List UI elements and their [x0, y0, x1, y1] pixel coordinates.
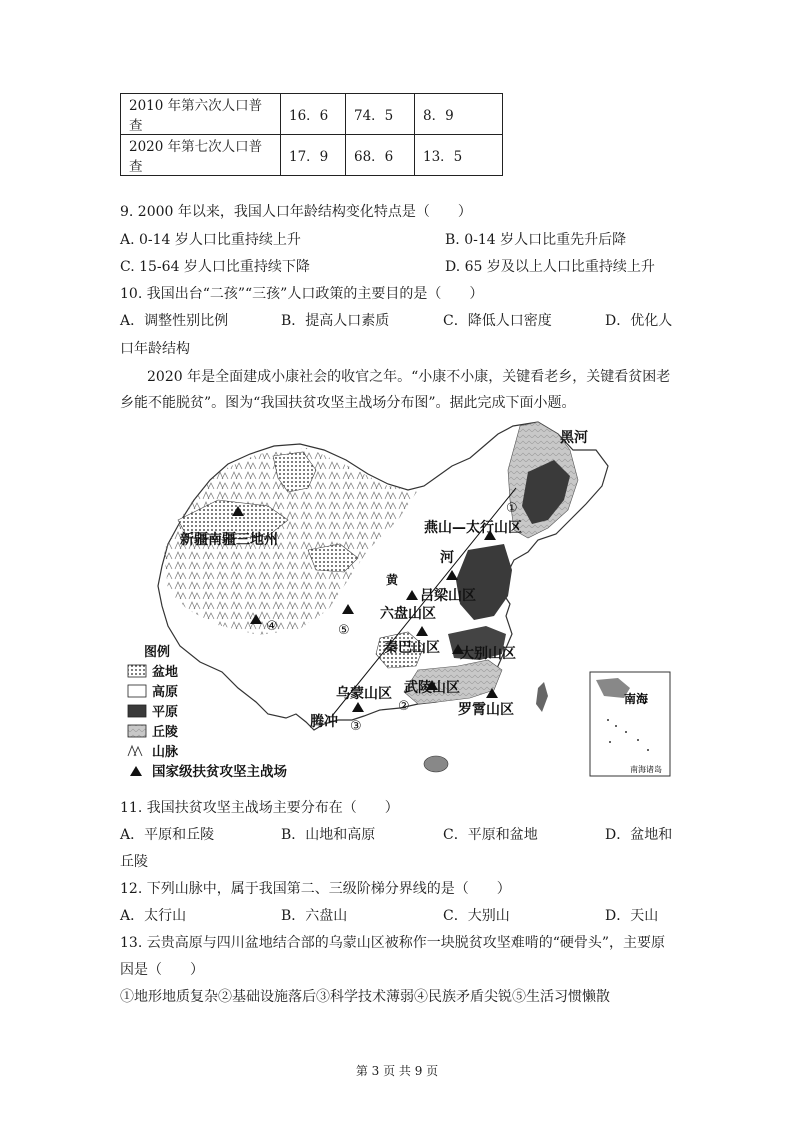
label-luoxiao: 罗霄山区 [458, 702, 514, 718]
label-qinba: 秦巴山区 [384, 640, 440, 656]
legend-basin: 盆地 [152, 665, 179, 680]
label-lvliang: 吕梁山区 [420, 588, 476, 604]
q10-option-a: A．调整性别比例 [120, 313, 229, 329]
legend-battlefield: 国家级扶贫攻坚主战场 [152, 764, 287, 780]
label-wuling: 武陵山区 [404, 680, 460, 696]
page-footer: 第 3 页 共 9 页 [355, 1064, 439, 1078]
q11-option-b: B．山地和高原 [281, 827, 376, 843]
legend-hills: 丘陵 [152, 725, 179, 740]
table-cell: 8．9 [415, 94, 503, 135]
label-n1: ① [506, 501, 518, 516]
table-cell: 2020 年第七次人口普查 [121, 135, 281, 176]
q9-stem: 9. 2000 年以来，我国人口年龄结构变化特点是（ ） [120, 204, 472, 220]
q12-option-a: A．太行山 [120, 908, 187, 924]
q11-option-d: D．盆地和 [605, 827, 673, 843]
nanhai-label: 南海 [624, 692, 649, 706]
table-cell: 17．9 [281, 135, 346, 176]
table-cell: 74．5 [346, 94, 415, 135]
table-row [121, 135, 503, 176]
q9-option-c: C. 15-64 岁人口比重持续下降 [120, 259, 310, 275]
q12-option-b: B．六盘山 [281, 908, 348, 924]
table-cell: 2010 年第六次人口普查 [121, 94, 281, 135]
label-heihe: 黑河 [560, 430, 588, 446]
legend-title: 图例 [144, 645, 171, 660]
china-map [118, 420, 672, 782]
label-n2: ② [398, 699, 410, 714]
q9-option-b: B. 0-14 岁人口比重先升后降 [445, 232, 627, 248]
q9-option-a: A. 0-14 岁人口比重持续上升 [120, 232, 301, 248]
q10-option-b: B．提高人口素质 [281, 313, 390, 329]
q10-option-d: D．优化人 [605, 313, 673, 329]
q10-option-c: C．降低人口密度 [443, 313, 552, 329]
poverty-map-figure [118, 420, 672, 782]
table-cell: 68．6 [346, 135, 415, 176]
taiwan [536, 682, 548, 712]
label-dabie: 大别山区 [460, 646, 516, 662]
label-yanshan: 燕山—太行山区 [424, 520, 522, 536]
q11-option-d-cont: 丘陵 [120, 854, 148, 870]
passage-line-1: 2020 年是全面建成小康社会的收官之年。“小康不小康，关键看老乡，关键看贫困老 [147, 369, 671, 385]
label-liupan: 六盘山区 [380, 606, 436, 622]
census-table [120, 93, 503, 176]
q13-stem-line-2: 因是（ ） [120, 962, 204, 978]
label-he: 河 [440, 550, 454, 566]
legend-mountain: 山脉 [152, 745, 179, 760]
q12-option-c: C．大别山 [443, 908, 510, 924]
q10-stem: 10. 我国出台“二孩”“三孩”人口政策的主要目的是（ ） [120, 286, 484, 302]
legend-plain: 平原 [152, 705, 179, 720]
q13-stem-line-1: 13. 云贵高原与四川盆地结合部的乌蒙山区被称作一块脱贫攻坚难啃的“硬骨头”，主要原 [120, 935, 666, 951]
label-xinjiang: 新疆南疆三地州 [180, 532, 278, 548]
nanhai-islands-label: 南海诸岛 [630, 765, 662, 774]
label-n5: ⑤ [338, 623, 350, 638]
label-n4: ④ [266, 619, 278, 634]
table-cell: 16．6 [281, 94, 346, 135]
q12-stem: 12. 下列山脉中，属于我国第二、三级阶梯分界线的是（ ） [120, 881, 511, 897]
label-tengchong: 腾冲 [310, 714, 338, 730]
q13-items: ①地形地质复杂②基础设施落后③科学技术薄弱④民族矛盾尖锐⑤生活习惯懒散 [120, 989, 610, 1005]
legend-plateau: 高原 [152, 685, 179, 700]
q11-stem: 11. 我国扶贫攻坚主战场主要分布在（ ） [120, 800, 399, 816]
label-huang: 黄 [386, 573, 399, 587]
label-wumeng: 乌蒙山区 [336, 686, 392, 702]
q9-option-d: D. 65 岁及以上人口比重持续上升 [445, 259, 655, 275]
label-n3: ③ [350, 719, 362, 734]
table-row [121, 94, 503, 135]
table-cell: 13．5 [415, 135, 503, 176]
passage-line-2: 乡能不能脱贫”。图为“我国扶贫攻坚主战场分布图”。据此完成下面小题。 [120, 395, 576, 411]
q11-option-a: A．平原和丘陵 [120, 827, 215, 843]
q12-option-d: D．天山 [605, 908, 659, 924]
q11-option-c: C．平原和盆地 [443, 827, 538, 843]
q10-option-d-cont: 口年龄结构 [120, 341, 190, 357]
hainan [424, 756, 448, 772]
